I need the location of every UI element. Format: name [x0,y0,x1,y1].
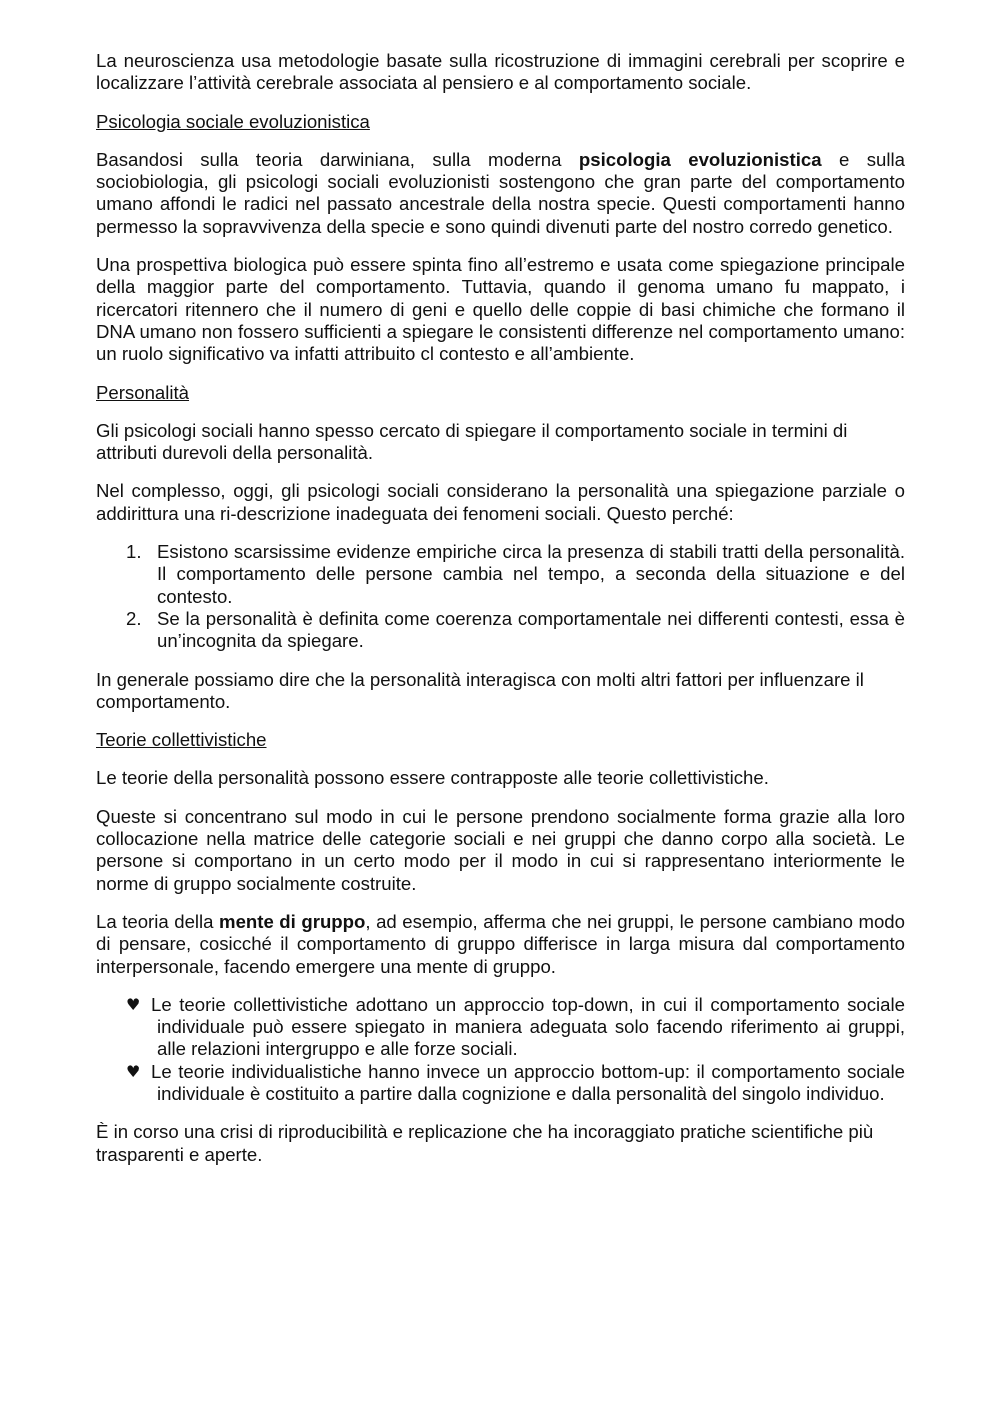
text-run: La teoria della [96,910,220,932]
bold-term-group-mind: mente di gruppo [219,910,366,932]
paragraph-personality-intro: Gli psicologi sociali hanno spesso cercato di spiegare il comportamento sociale in termini di attributi durevoli della personalità. [96,419,848,464]
heart-icon: ♥ [126,1061,141,1081]
heart-bullet-list [96,994,905,1105]
paragraph-group-mind [96,911,905,978]
paragraph-neuroscience: La neuroscienza usa metodologie basate sulla ricostruzione di immagini cerebrali per scoprire e localizzare l’attività cerebrale associata al pensiero e al comportamento sociale. [96,50,905,94]
list-item-text: Se la personalità è definita come coerenza comportamentale nei differenti contesti, essa è un’incognita da spiegare. [157,607,905,652]
numbered-list [96,541,905,652]
paragraph-replication-crisis: È in corso una crisi di riproducibilità e replicazione che ha incoraggiato pratiche scientifiche più trasparenti e aperte. [96,1121,874,1165]
text-run: e sulla sociobiologia, gli psicologi sociali evoluzionisti sostengono che gran parte del comportamento umano affondi le radici nel passato ancestrale della nostra specie. Questi comportamenti hanno permesso la sopravvivenza della specie e sono quindi divenuti parte del nostro corredo genetico. [96,148,905,237]
paragraph-collectivist-intro: Le teorie della personalità possono essere contrapposte alle teorie collettivistiche. [96,767,769,789]
list-item-text: Esistono scarsissime evidenze empiriche circa la presenza di stabili tratti della personalità. Il comportamento delle persone cambia nel tempo, a seconda della situazione e del contesto. [157,541,905,607]
paragraph-personality-explanation: Nel complesso, oggi, gli psicologi sociali considerano la personalità una spiegazione parziale o addirittura una ri-descrizione inadeguata dei fenomeni sociali. Questo perché: [96,480,905,524]
heading-collectivist-theories: Teorie collettivistiche [96,729,267,751]
list-item-text: Le teorie collettivistiche adottano un approccio top-down, in cui il comportamento sociale individuale può essere spiegato in maniera adeguata solo facendo riferimento ai gruppi, alle relazioni intergruppo e alle forze sociali. [151,993,905,1060]
paragraph-collectivist-focus: Queste si concentrano sul modo in cui le persone prendono socialmente forma grazie alla loro collocazione nella matrice delle categorie sociali e nei gruppi che danno corpo alla società. Le persone si comportano in un certo modo per il modo in cui si rappresentano interiormente le norme di gruppo socialmente costruite. [96,805,905,894]
text-run: Basandosi sulla teoria darwiniana, sulla moderna [96,148,579,170]
heart-icon: ♥ [126,994,141,1014]
list-item [96,541,905,608]
list-item-text: Le teorie individualistiche hanno invece un approccio bottom-up: il comportamento sociale individuale è costituito a partire dalla cognizione e dalla personalità del singolo individuo. [151,1060,905,1104]
list-item [96,608,905,653]
bold-term-evolutionary-psychology: psicologia evoluzionistica [578,148,822,170]
list-number: 1. [126,541,142,563]
heading-personality: Personalità [96,381,190,403]
heading-evolutionary-psychology: Psicologia sociale evoluzionistica [96,110,370,132]
paragraph-personality-conclusion: In generale possiamo dire che la personalità interagisca con molti altri fattori per influenzare il comportamento. [96,668,864,712]
paragraph-darwinian [96,149,905,238]
list-number: 2. [126,607,142,629]
list-item [96,1061,905,1106]
text-run: , ad esempio, afferma che nei gruppi, le persone cambiano modo di pensare, cosicché il comportamento di gruppo differisce in larga misura dal comportamento interpersonale, facendo emergere una mente di gruppo. [96,910,905,977]
paragraph-biological-perspective: Una prospettiva biologica può essere spinta fino all’estremo e usata come spiegazione principale della maggior parte del comportamento. Tuttavia, quando il genoma umano fu mappato, i ricercatori ritennero che il numero di geni e quello delle coppie di basi chimiche che formano il DNA umano non fossero sufficienti a spiegare le consistenti differenze nel comportamento umano: un ruolo significativo va infatti attribuito cl contesto e all’ambiente. [96,254,905,365]
list-item [96,994,905,1061]
